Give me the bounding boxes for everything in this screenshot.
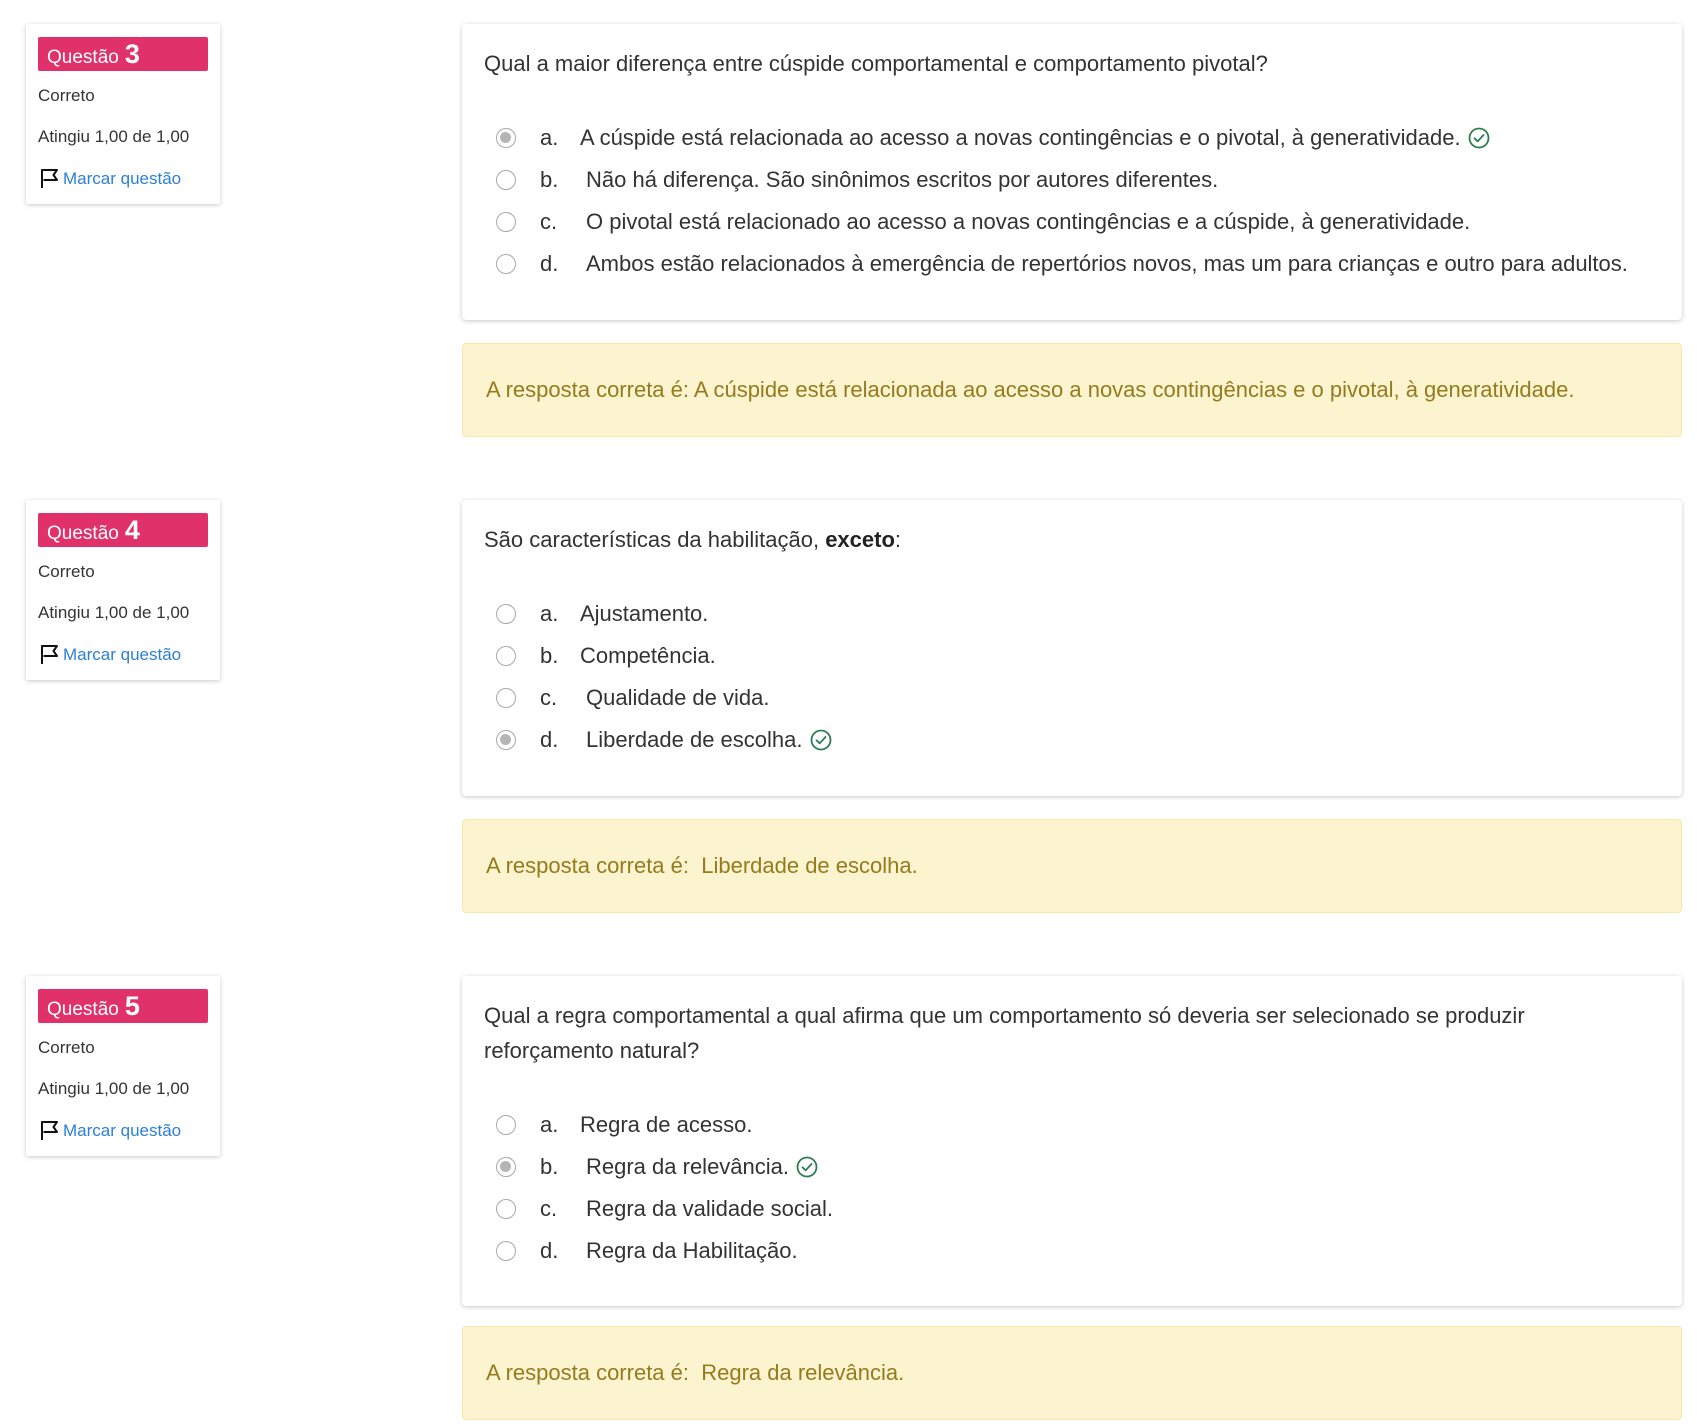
question-text (484, 998, 1644, 1068)
answer-text: O pivotal está relacionado ao acesso a novas contingências e a cúspide, à generatividade. (586, 209, 1471, 234)
answer-letter: a. (540, 601, 559, 626)
radio-button[interactable] (496, 1241, 516, 1261)
answer-text: Ambos estão relacionados à emergência de repertórios novos, mas um para crianças e outro para adultos. (586, 251, 1628, 276)
answer-letter: c. (540, 685, 558, 710)
question-3 (0, 0, 1702, 430)
answer-list (496, 1104, 833, 1272)
correct-answer-feedback: A resposta correta é: A cúspide está relacionada ao acesso a novas contingências e o pivotal, à generatividade. (462, 343, 1682, 437)
radio-button[interactable] (496, 730, 516, 750)
question-number: 5 (124, 991, 140, 1021)
check-circle-icon (795, 1155, 819, 1179)
flag-question-link[interactable]: Marcar questão (63, 169, 182, 188)
radio-button[interactable] (496, 170, 516, 190)
question-text-part: Qual a maior diferença entre cúspide comportamental e comportamento pivotal? (484, 51, 1268, 76)
answer-letter: d. (540, 727, 559, 752)
question-number: 4 (124, 515, 140, 545)
flag-question-button[interactable] (38, 1119, 181, 1143)
question-info-box (26, 976, 220, 1156)
question-text (484, 522, 1644, 557)
answer-option-d[interactable] (496, 243, 1628, 285)
question-number-badge (38, 989, 208, 1023)
question-label: Questão (47, 47, 119, 68)
correct-answer-feedback: A resposta correta é: Liberdade de escolha. (462, 819, 1682, 913)
radio-button[interactable] (496, 646, 516, 666)
correct-answer-feedback: A resposta correta é: Regra da relevância. (462, 1326, 1682, 1420)
answer-text: Regra da Habilitação. (586, 1238, 798, 1263)
question-content (462, 24, 1682, 320)
question-label: Questão (47, 523, 119, 544)
answer-text: Qualidade de vida. (586, 685, 770, 710)
answer-text: Regra de acesso. (580, 1112, 753, 1137)
radio-button[interactable] (496, 128, 516, 148)
question-text-part: Qual a regra comportamental a qual afirma que um comportamento só deveria ser selecionado se produzir reforçamento natural? (484, 1003, 1525, 1063)
answer-list (496, 117, 1628, 285)
flag-icon (38, 167, 62, 191)
answer-option-a[interactable] (496, 593, 833, 635)
answer-option-d[interactable] (496, 719, 833, 761)
flag-question-button[interactable] (38, 643, 181, 667)
question-content (462, 976, 1682, 1306)
question-5 (0, 952, 1702, 1424)
flag-question-button[interactable] (38, 167, 181, 191)
question-label: Questão (47, 999, 119, 1020)
radio-button[interactable] (496, 688, 516, 708)
answer-list (496, 593, 833, 761)
answer-letter: a. (540, 1112, 559, 1137)
answer-letter: c. (540, 1196, 558, 1221)
question-text-bold: exceto (825, 527, 895, 552)
question-info-box (26, 500, 220, 680)
answer-text: Regra da validade social. (586, 1196, 834, 1221)
flag-question-link[interactable]: Marcar questão (63, 645, 182, 664)
question-text (484, 46, 1644, 81)
answer-option-b[interactable] (496, 635, 833, 677)
check-circle-icon (1467, 126, 1491, 150)
question-state: Correto (38, 86, 95, 105)
answer-letter: d. (540, 251, 559, 276)
answer-letter: c. (540, 209, 558, 234)
check-circle-icon (809, 728, 833, 752)
answer-text: Competência. (580, 643, 716, 668)
answer-text: Não há diferença. São sinônimos escritos por autores diferentes. (586, 167, 1219, 192)
question-text-part: : (894, 527, 902, 552)
question-number-badge (38, 513, 208, 547)
question-4 (0, 476, 1702, 906)
flag-icon (38, 643, 62, 667)
question-grade: Atingiu 1,00 de 1,00 (38, 127, 190, 146)
answer-option-a[interactable] (496, 117, 1628, 159)
answer-option-c[interactable] (496, 1188, 833, 1230)
radio-button[interactable] (496, 604, 516, 624)
question-info-box (26, 24, 220, 204)
answer-text: Ajustamento. (580, 601, 709, 626)
flag-question-link[interactable]: Marcar questão (63, 1121, 182, 1140)
answer-letter: d. (540, 1238, 559, 1263)
answer-option-b[interactable] (496, 1146, 833, 1188)
question-grade: Atingiu 1,00 de 1,00 (38, 1079, 190, 1098)
answer-text: Liberdade de escolha. (586, 727, 803, 752)
radio-button[interactable] (496, 1157, 516, 1177)
question-grade: Atingiu 1,00 de 1,00 (38, 603, 190, 622)
radio-button[interactable] (496, 1199, 516, 1219)
answer-letter: a. (540, 125, 559, 150)
flag-icon (38, 1119, 62, 1143)
question-number-badge (38, 37, 208, 71)
question-content (462, 500, 1682, 796)
answer-option-d[interactable] (496, 1230, 833, 1272)
radio-button[interactable] (496, 254, 516, 274)
question-number: 3 (124, 39, 140, 69)
answer-letter: b. (540, 1154, 559, 1179)
answer-letter: b. (540, 643, 559, 668)
answer-option-a[interactable] (496, 1104, 833, 1146)
radio-button[interactable] (496, 1115, 516, 1135)
answer-text: A cúspide está relacionada ao acesso a novas contingências e o pivotal, à generatividade. (580, 125, 1461, 150)
answer-text: Regra da relevância. (586, 1154, 790, 1179)
answer-option-b[interactable] (496, 159, 1628, 201)
answer-option-c[interactable] (496, 201, 1628, 243)
answer-option-c[interactable] (496, 677, 833, 719)
question-state: Correto (38, 562, 95, 581)
question-text-part: São características da habilitação, (484, 527, 826, 552)
question-state: Correto (38, 1038, 95, 1057)
answer-letter: b. (540, 167, 559, 192)
radio-button[interactable] (496, 212, 516, 232)
